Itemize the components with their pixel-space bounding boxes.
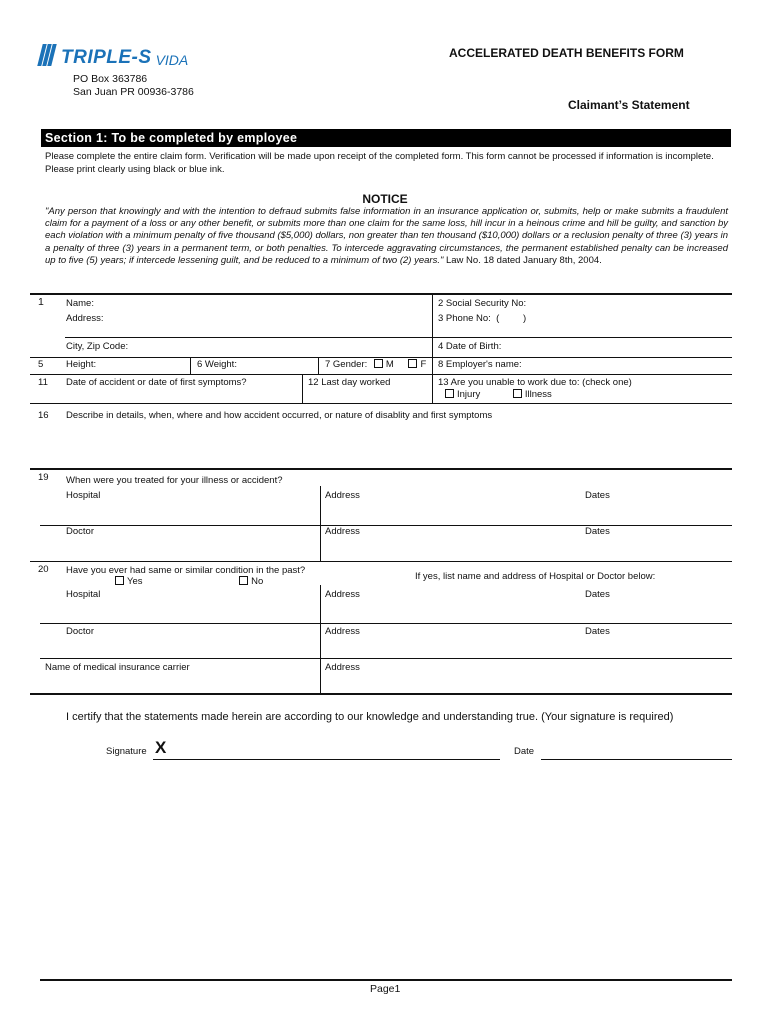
rule xyxy=(40,623,732,624)
injury-label: Injury xyxy=(457,389,481,400)
rule xyxy=(40,525,732,526)
ssn-label: 2 Social Security No: xyxy=(438,298,527,309)
illness-label: Illness xyxy=(524,389,552,400)
weight-label: 6 Weight: xyxy=(197,359,237,370)
address-col-label: Address xyxy=(325,662,360,673)
dob-label: 4 Date of Birth: xyxy=(438,341,502,352)
yes-checkbox[interactable] xyxy=(115,576,143,587)
no-label: No xyxy=(251,576,264,587)
rule xyxy=(65,337,432,338)
dates-col-label: Dates xyxy=(585,589,610,600)
unable-label: 13 Are you unable to work due to: (check one) xyxy=(438,377,632,388)
rule xyxy=(30,403,732,404)
notice-body: "Any person that knowingly and with the intention to defraud submits false information in an insurance application or, submits, help or make submits a fraudulent claim for a payment of a loss or any other benefit, or submits more than one claim for the same loss, hill incur in a heinous crime and hill be guilty, and sanction by each violation with a minimum penalty of five thousand ($5,000) dollars, non greater than ten thousand ($10,000) dollars or a reclusion penalty of three (3) years in a penalty of three (3) years in a permanent term, or both penalties. To intercede aggravating circumstances, the permanent established penalty can be increased up to five (5) years; if intercede lessening guilt, and be reduced to a minimum of two (2) years." xyxy=(45,206,728,266)
logo xyxy=(40,44,188,71)
employer-label: 8 Employer's name: xyxy=(438,359,522,370)
gender-f-checkbox[interactable] xyxy=(408,359,426,370)
rule xyxy=(320,486,321,561)
checkbox-icon xyxy=(239,576,248,585)
carrier-label: Name of medical insurance carrier xyxy=(45,662,190,673)
rule xyxy=(432,357,433,403)
statement-title: Claimant’s Statement xyxy=(568,98,690,112)
unable-options xyxy=(445,389,552,400)
field-number-20: 20 xyxy=(38,564,49,575)
address-col-label: Address xyxy=(325,626,360,637)
dates-col-label: Dates xyxy=(585,526,610,537)
rule xyxy=(40,658,732,659)
city-zip-label: City, Zip Code: xyxy=(66,341,129,352)
no-checkbox[interactable] xyxy=(239,576,263,587)
illness-checkbox[interactable] xyxy=(513,389,552,400)
logo-subtext: VIDA xyxy=(155,51,189,68)
if-yes-label: If yes, list name and address of Hospital or Doctor below: xyxy=(415,571,656,582)
rule xyxy=(30,374,732,375)
doctor-label: Doctor xyxy=(66,526,94,537)
checkbox-icon xyxy=(445,389,454,398)
date-line[interactable] xyxy=(541,759,732,760)
name-label: Name: xyxy=(66,298,94,309)
gender-m-checkbox[interactable] xyxy=(374,359,394,370)
hospital-label: Hospital xyxy=(66,490,101,501)
notice-text xyxy=(45,206,728,267)
address-col-label: Address xyxy=(325,490,360,501)
last-day-label: 12 Last day worked xyxy=(308,377,391,388)
hospital-label: Hospital xyxy=(66,589,101,600)
notice-title: NOTICE xyxy=(362,192,408,206)
rule xyxy=(30,561,732,562)
rule xyxy=(320,585,321,694)
address-label: Address: xyxy=(66,313,104,324)
field-number-16: 16 xyxy=(38,410,49,421)
rule xyxy=(30,357,732,358)
rule xyxy=(190,357,191,374)
phone-label: 3 Phone No: ( ) xyxy=(438,313,527,324)
yes-label: Yes xyxy=(127,576,143,587)
address-line-2: San Juan PR 00936-3786 xyxy=(73,86,194,98)
dates-col-label: Dates xyxy=(585,626,610,637)
checkbox-icon xyxy=(115,576,124,585)
rule xyxy=(432,294,433,359)
address-col-label: Address xyxy=(325,526,360,537)
checkbox-icon xyxy=(374,359,383,368)
footer-rule xyxy=(40,979,732,981)
rule xyxy=(30,693,732,695)
field-number-11: 11 xyxy=(38,377,48,388)
checkbox-icon xyxy=(408,359,417,368)
signature-line[interactable] xyxy=(153,759,500,760)
section-1-bar xyxy=(41,129,731,147)
similar-options xyxy=(115,576,263,587)
similar-label: Have you ever had same or similar condition in the past? xyxy=(66,565,306,576)
gender-f-label: F xyxy=(420,359,427,370)
notice-law: Law No. 18 dated January 8th, 2004. xyxy=(445,254,602,266)
gender-m-label: M xyxy=(385,359,394,370)
logo-mark-icon xyxy=(40,44,55,71)
dates-col-label: Dates xyxy=(585,490,610,501)
form-title: ACCELERATED DEATH BENEFITS FORM xyxy=(449,46,684,60)
treated-label: When were you treated for your illness or accident? xyxy=(66,475,283,486)
field-number-5: 5 xyxy=(38,359,44,370)
gender-label: 7 Gender: xyxy=(325,359,368,370)
rule xyxy=(318,357,319,374)
rule xyxy=(30,293,732,295)
instructions: Please complete the entire claim form. Verification will be made upon receipt of the completed form. This form cannot be processed if information is incomplete. Please print clearly using black or blue ink. xyxy=(45,151,714,175)
height-label: Height: xyxy=(66,359,97,370)
checkbox-icon xyxy=(513,389,522,398)
injury-checkbox[interactable] xyxy=(445,389,480,400)
signature-mark: X xyxy=(155,738,167,757)
section-1-title: Section 1: To be completed by employee xyxy=(45,131,298,145)
describe-label: Describe in details, when, where and how accident occurred, or nature of disablity and first symptoms xyxy=(66,410,493,421)
page-number: Page1 xyxy=(370,983,401,995)
field-number-19: 19 xyxy=(38,472,49,483)
field-number-1: 1 xyxy=(38,296,44,308)
signature-label: Signature xyxy=(106,746,147,757)
address-line-1: PO Box 363786 xyxy=(73,73,148,85)
gender-group xyxy=(325,359,426,370)
certify-text: I certify that the statements made herein are according to our knowledge and understanding true. (Your signature is required) xyxy=(66,711,674,723)
rule xyxy=(30,468,732,470)
accident-date-label: Date of accident or date of first symptoms? xyxy=(66,377,247,388)
rule xyxy=(432,337,732,338)
date-label: Date xyxy=(514,746,535,757)
logo-text: TRIPLE-S xyxy=(61,46,152,68)
rule xyxy=(302,374,303,403)
doctor-label: Doctor xyxy=(66,626,94,637)
address-col-label: Address xyxy=(325,589,360,600)
